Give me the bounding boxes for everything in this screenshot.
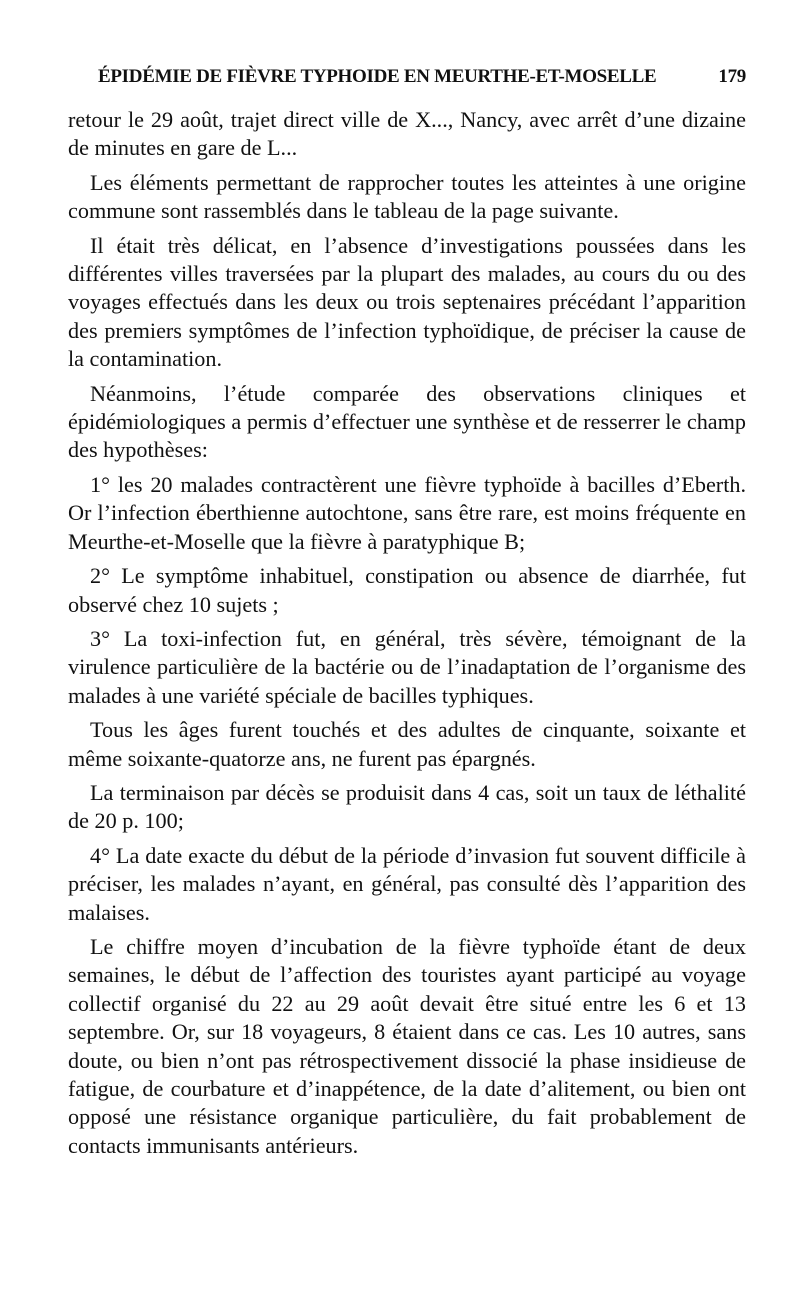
page-number: 179	[718, 66, 746, 87]
paragraph: Il était très délicat, en l’absence d’investigations poussées dans les différentes villes traversées par la plupart des malades, au cours du ou des voyages effectués dans les deux ou trois septenaires précédant l’apparition des premiers symptômes de l’infection typhoïdique, de préciser la cause de la contamination.	[68, 232, 746, 372]
running-head-title: ÉPIDÉMIE DE FIÈVRE TYPHOIDE EN MEURTHE-ET-MOSELLE	[98, 66, 657, 87]
book-page	[68, 66, 746, 1166]
paragraph-point-2: 2° Le symptôme inhabituel, constipation ou absence de diarrhée, fut observé chez 10 sujets ;	[68, 563, 746, 617]
body-text	[68, 106, 746, 1160]
paragraph: Néanmoins, l’étude comparée des observations cliniques et épidémiologiques a permis d’effectuer une synthèse et de resserrer le champ des hypothèses:	[68, 380, 746, 463]
paragraph: Le chiffre moyen d’incubation de la fièvre typhoïde étant de deux semaines, le début de l’affection des touristes ayant participé au voyage collectif organisé du 22 au 29 août devait être situé entre les 6 et 13 septembre. Or, sur 18 voyageurs, 8 étaient dans ce cas. Les 10 autres, sans doute, ou bien n’ont pas rétrospectivement dissocié la phase insidieuse de fatigue, de courbature et d’inappétence, de la date d’alitement, ou bien ont opposé une résistance organique particulière, du fait probablement de contacts immunisants antérieurs.	[68, 933, 746, 1158]
paragraph: La terminaison par décès se produisit dans 4 cas, soit un taux de léthalité de 20 p. 100;	[68, 779, 746, 834]
paragraph-point-3: 3° La toxi-infection fut, en général, très sévère, témoignant de la virulence particulière de la bactérie ou de l’inadaptation de l’organisme des malades à une variété spéciale de bacilles typhiques.	[68, 625, 746, 708]
running-head	[98, 66, 746, 92]
paragraph: Les éléments permettant de rapprocher toutes les atteintes à une origine commune sont rassemblés dans le tableau de la page suivante.	[68, 169, 746, 224]
paragraph-point-4: 4° La date exacte du début de la période d’invasion fut souvent difficile à préciser, les malades n’ayant, en général, pas consulté dès l’apparition des malaises.	[68, 842, 746, 925]
paragraph-continuation: retour le 29 août, trajet direct ville de X..., Nancy, avec arrêt d’une dizaine de minutes en gare de L...	[68, 107, 746, 161]
paragraph: Tous les âges furent touchés et des adultes de cinquante, soixante et même soixante-quatorze ans, ne furent pas épargnés.	[68, 717, 746, 771]
paragraph-point-1: 1° les 20 malades contractèrent une fièvre typhoïde à bacilles d’Eberth. Or l’infection éberthienne autochtone, sans être rare, est moins fréquente en Meurthe-et-Moselle que la fièvre à paratyphique B;	[68, 471, 746, 554]
